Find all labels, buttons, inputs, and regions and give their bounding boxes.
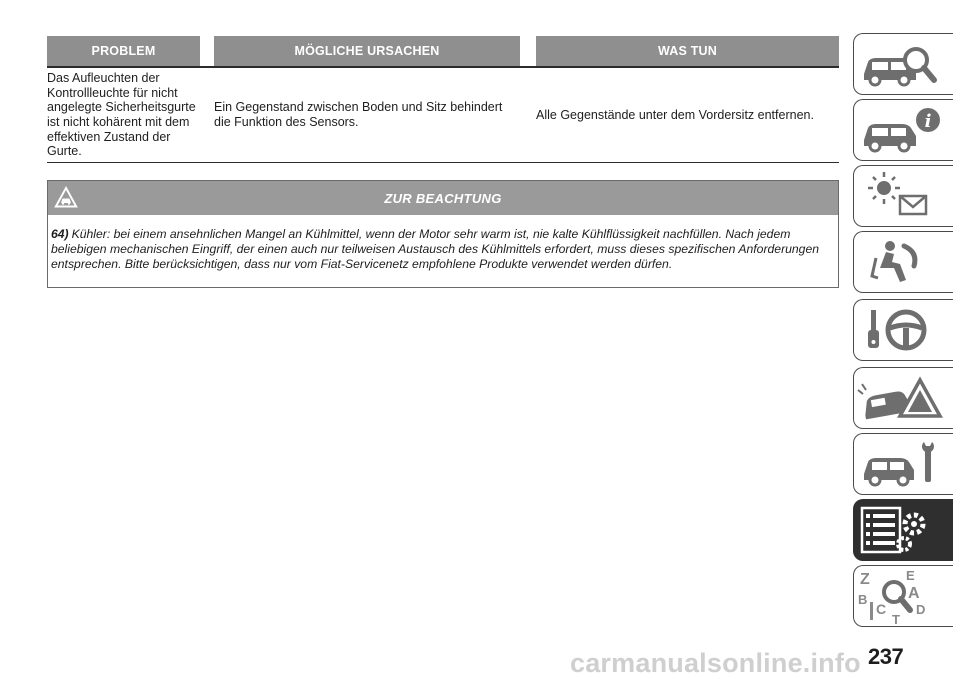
row-divider	[47, 162, 839, 163]
caution-note-body	[48, 215, 838, 271]
column-header-problem: PROBLEM	[47, 36, 200, 66]
tab-vehicle-overview[interactable]	[853, 33, 953, 95]
index-letter: C	[876, 601, 887, 617]
tab-vehicle-info[interactable]	[853, 99, 953, 161]
car-warning-triangle-icon	[854, 368, 952, 428]
note-number: 64)	[51, 227, 69, 241]
index-letter: B	[858, 592, 868, 607]
tab-starting-driving[interactable]	[853, 299, 953, 361]
table-header	[47, 36, 839, 66]
index-letter: D	[916, 602, 926, 617]
tab-emergency[interactable]	[853, 367, 953, 429]
caution-note-header	[48, 181, 838, 215]
page-number: 237	[868, 644, 904, 669]
tab-alphabetical-index[interactable]	[853, 565, 953, 627]
caution-note-title: ZUR BEACHTUNG	[384, 190, 502, 206]
tab-maintenance[interactable]	[853, 433, 953, 495]
caution-note	[47, 180, 839, 288]
list-gears-icon	[854, 500, 952, 560]
car-magnifier-icon	[854, 34, 952, 94]
alphabet-index-icon	[854, 566, 952, 626]
watermark: carmanualsonline.info	[570, 648, 861, 678]
index-letter: A	[908, 585, 920, 602]
tab-safety[interactable]	[853, 231, 953, 293]
light-envelope-icon	[854, 166, 952, 226]
warning-car-icon	[54, 185, 78, 209]
seated-person-airbag-icon	[854, 232, 952, 292]
cell-cause: Ein Gegenstand zwischen Boden und Sitz behindert die Funktion des Sensors.	[214, 100, 503, 129]
car-wrench-icon	[854, 434, 952, 494]
column-header-causes: MÖGLICHE URSACHEN	[214, 36, 520, 66]
tab-lights-messages[interactable]	[853, 165, 953, 227]
svg-text:i: i	[924, 111, 932, 132]
note-text: Kühler: bei einem ansehnlichen Mangel an Kühlmittel, wenn der Motor sehr warm ist, nie kalte Kühlflüssigkeit nachfüllen. Nach jedem beliebigen mechanischen Eingriff, der einen auch nur teilweisen Austausch des Kühlmittels erfordert, muss dieses spezifischen Anforderungen entsprechen. Bitte berücksichtigen, dass nur vom Fiat-Servicenetz empfohlene Produkte verwendet werden dürfen.	[51, 227, 820, 271]
troubleshooting-table	[47, 36, 839, 163]
index-letter: T	[892, 612, 900, 626]
index-letter: Z	[860, 571, 870, 588]
key-steering-wheel-icon	[854, 300, 952, 360]
column-header-action: WAS TUN	[536, 36, 839, 66]
table-row	[47, 68, 839, 162]
car-info-icon	[854, 100, 952, 160]
index-letter: E	[906, 568, 915, 583]
cell-problem: Das Aufleuchten der Kontrollleuchte für nicht angelegte Sicherheitsgurte ist nicht kohärent mit dem effektiven Zustand der Gurte.	[47, 71, 196, 159]
tab-technical-data[interactable]	[853, 499, 953, 561]
cell-action: Alle Gegenstände unter dem Vordersitz entfernen.	[536, 107, 814, 122]
